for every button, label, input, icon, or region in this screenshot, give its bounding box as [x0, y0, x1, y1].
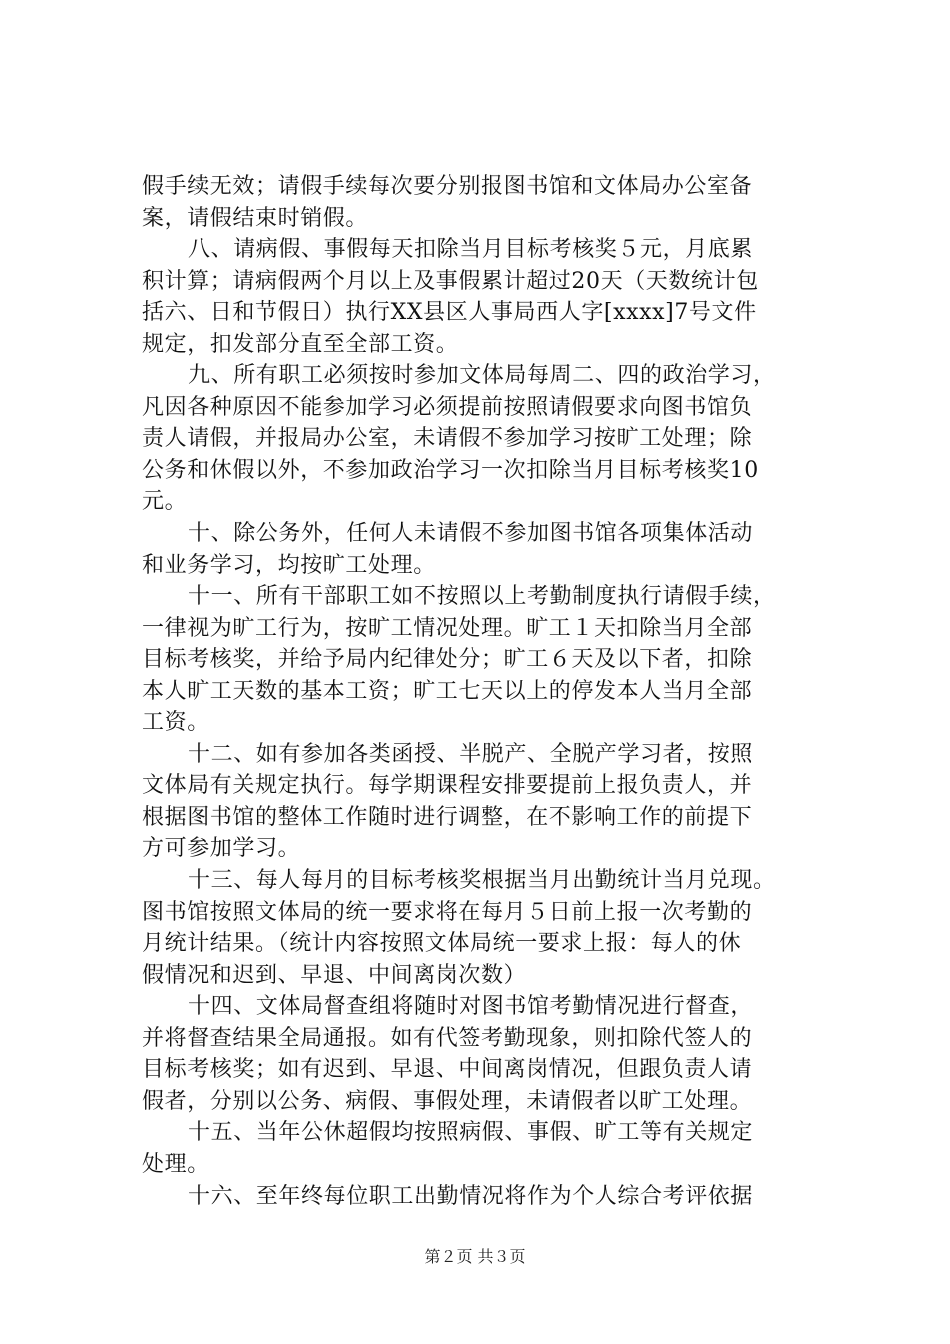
- text-line: 文体局有关规定执行。每学期课程安排要提前上报负责人，并: [142, 773, 753, 799]
- text-line: 十二、如有参加各类函授、半脱产、全脱产学习者，按照: [188, 741, 754, 767]
- text-line: 目标考核奖，并给予局内纪律处分；旷工６天及以下者，扣除: [142, 647, 753, 673]
- text-line: 括六、日和节假日）执行XX县区人事局西人字[xxxx]7号文件: [142, 300, 757, 326]
- text-line: 和业务学习，均按旷工处理。: [142, 552, 436, 578]
- text-line: 处理。: [142, 1151, 210, 1177]
- text-line: 假者，分别以公务、病假、事假处理，未请假者以旷工处理。: [142, 1088, 753, 1114]
- page-number-footer: 第２页 共３页: [424, 1247, 526, 1266]
- text-line: 十四、文体局督查组将随时对图书馆考勤情况进行督查，: [188, 994, 754, 1020]
- text-line: 假情况和迟到、早退、中间离岗次数）: [142, 962, 527, 988]
- text-line: 月统计结果。（统计内容按照文体局统一要求上报：每人的休: [142, 931, 742, 957]
- text-line: 八、请病假、事假每天扣除当月目标考核奖５元，月底累: [188, 237, 754, 263]
- text-line: 图书馆按照文体局的统一要求将在每月５日前上报一次考勤的: [142, 899, 753, 925]
- text-line: 积计算；请病假两个月以上及事假累计超过20天（天数统计包: [142, 268, 759, 294]
- text-line: 工资。: [142, 710, 210, 736]
- text-line: 十三、每人每月的目标考核奖根据当月出勤统计当月兑现。: [188, 868, 776, 894]
- text-line: 本人旷工天数的基本工资；旷工七天以上的停发本人当月全部: [142, 678, 753, 704]
- text-line: 方可参加学习。: [142, 836, 301, 862]
- document-body: [142, 171, 832, 1212]
- text-line: 规定，扣发部分直至全部工资。: [142, 331, 459, 357]
- text-line: 责人请假，并报局办公室，未请假不参加学习按旷工处理；除: [142, 426, 753, 452]
- text-line: 公务和休假以外，不参加政治学习一次扣除当月目标考核奖10: [142, 457, 759, 483]
- text-line: 根据图书馆的整体工作随时进行调整，在不影响工作的前提下: [142, 804, 753, 830]
- text-line: 元。: [142, 489, 188, 515]
- text-line: 凡因各种原因不能参加学习必须提前按照请假要求向图书馆负: [142, 394, 753, 420]
- text-line: 假手续无效；请假手续每次要分别报图书馆和文体局办公室备: [142, 174, 753, 199]
- text-line: 十六、至年终每位职工出勤情况将作为个人综合考评依据: [188, 1183, 754, 1209]
- text-line: 目标考核奖；如有迟到、早退、中间离岗情况，但跟负责人请: [142, 1057, 753, 1083]
- text-line: 案，请假结束时销假。: [142, 205, 369, 231]
- text-line: 十、除公务外，任何人未请假不参加图书馆各项集体活动: [188, 521, 754, 547]
- text-line: 并将督查结果全局通报。如有代签考勤现象，则扣除代签人的: [142, 1025, 753, 1051]
- text-line: 一律视为旷工行为，按旷工情况处理。旷工１天扣除当月全部: [142, 615, 753, 641]
- text-line: 九、所有职工必须按时参加文体局每周二、四的政治学习，: [188, 363, 776, 389]
- text-line: 十一、所有干部职工如不按照以上考勤制度执行请假手续，: [188, 584, 776, 610]
- text-line: 十五、当年公休超假均按照病假、事假、旷工等有关规定: [188, 1120, 754, 1146]
